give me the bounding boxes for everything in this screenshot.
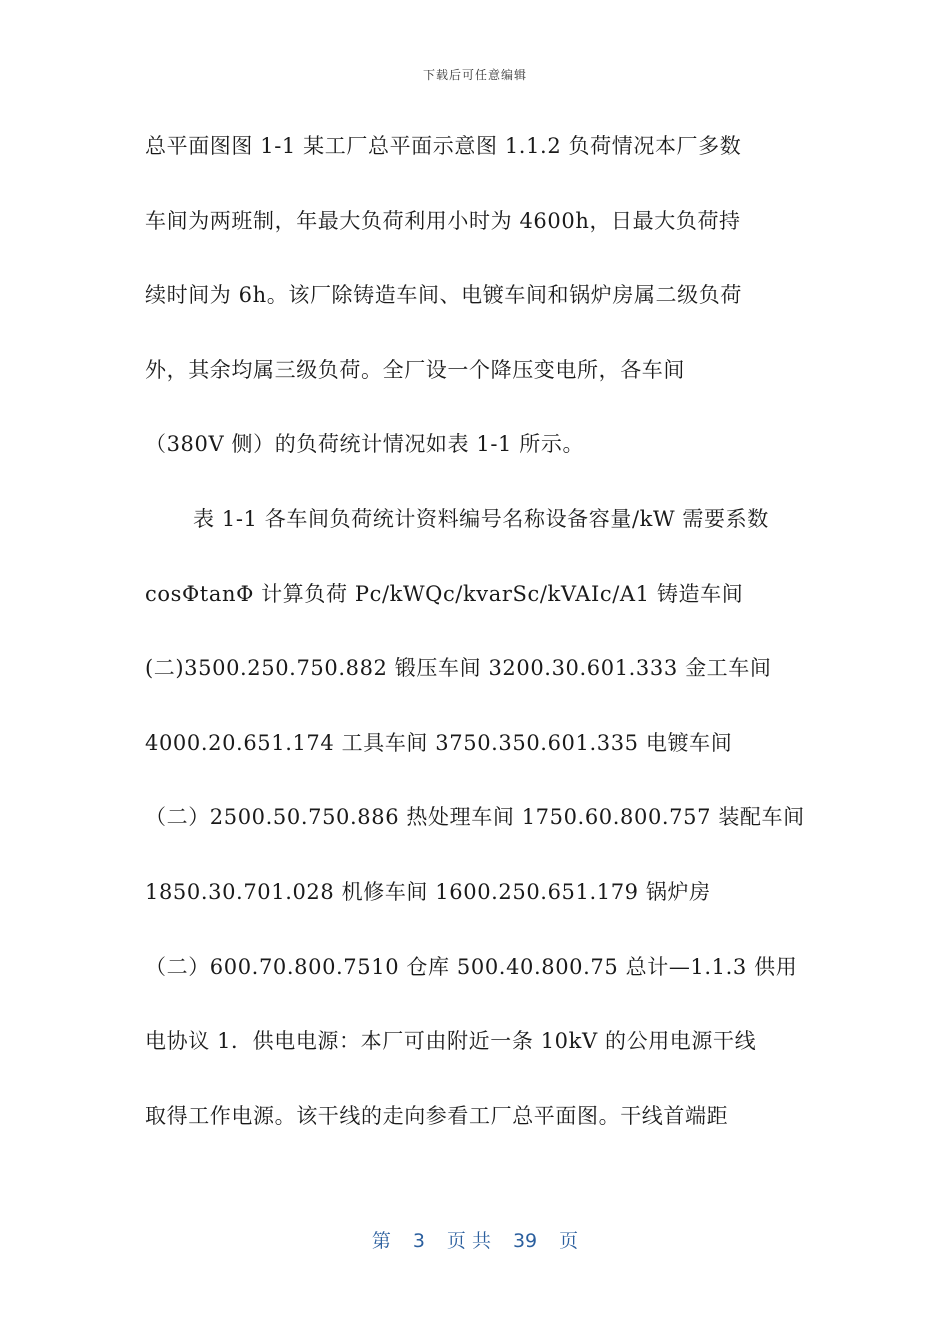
text-line-14: 取得工作电源。该干线的走向参看工厂总平面图。干线首端距 (145, 1103, 729, 1128)
page-suffix: 页 (559, 1230, 579, 1252)
text-line-3: 续时间为 6h。该厂除铸造车间、电镀车间和锅炉房属二级负荷 (145, 283, 742, 308)
document-body (145, 120, 815, 1164)
text-line-10: （二）2500.50.750.886 热处理车间 1750.60.800.757 装配车间 (145, 805, 805, 830)
current-page-number: 3 (412, 1230, 425, 1252)
text-line-13: 电协议 1．供电电源：本厂可由附近一条 10kV 的公用电源干线 (145, 1029, 757, 1054)
text-line-2: 车间为两班制，年最大负荷利用小时为 4600h，日最大负荷持 (145, 208, 741, 233)
text-line-8: (二)3500.250.750.882 锻压车间 3200.30.601.333 金工车间 (145, 656, 772, 681)
page-footer (0, 1226, 950, 1253)
text-line-5: （380V 侧）的负荷统计情况如表 1-1 所示。 (145, 432, 585, 457)
text-line-11: 1850.30.701.028 机修车间 1600.250.651.179 锅炉房 (145, 879, 711, 904)
text-line-4: 外，其余均属三级负荷。全厂设一个降压变电所，各车间 (145, 357, 685, 382)
page-prefix: 第 (371, 1230, 391, 1252)
total-pages-number: 39 (512, 1230, 538, 1252)
page-mid: 页 共 (446, 1230, 491, 1252)
text-line-7: cosΦtanΦ 计算负荷 Pc/kWQc/kvarSc/kVAIc/A1 铸造车间 (145, 581, 744, 606)
text-line-6: 表 1-1 各车间负荷统计资料编号名称设备容量/kW 需要系数 (193, 506, 769, 531)
header-note: 下载后可任意编辑 (422, 68, 527, 82)
text-line-12: （二）600.70.800.7510 仓库 500.40.800.75 总计—1.1.3 供用 (145, 954, 798, 979)
text-line-9: 4000.20.651.174 工具车间 3750.350.601.335 电镀车间 (145, 730, 733, 755)
text-line-1: 总平面图图 1-1 某工厂总平面示意图 1.1.2 负荷情况本厂多数 (145, 134, 742, 158)
